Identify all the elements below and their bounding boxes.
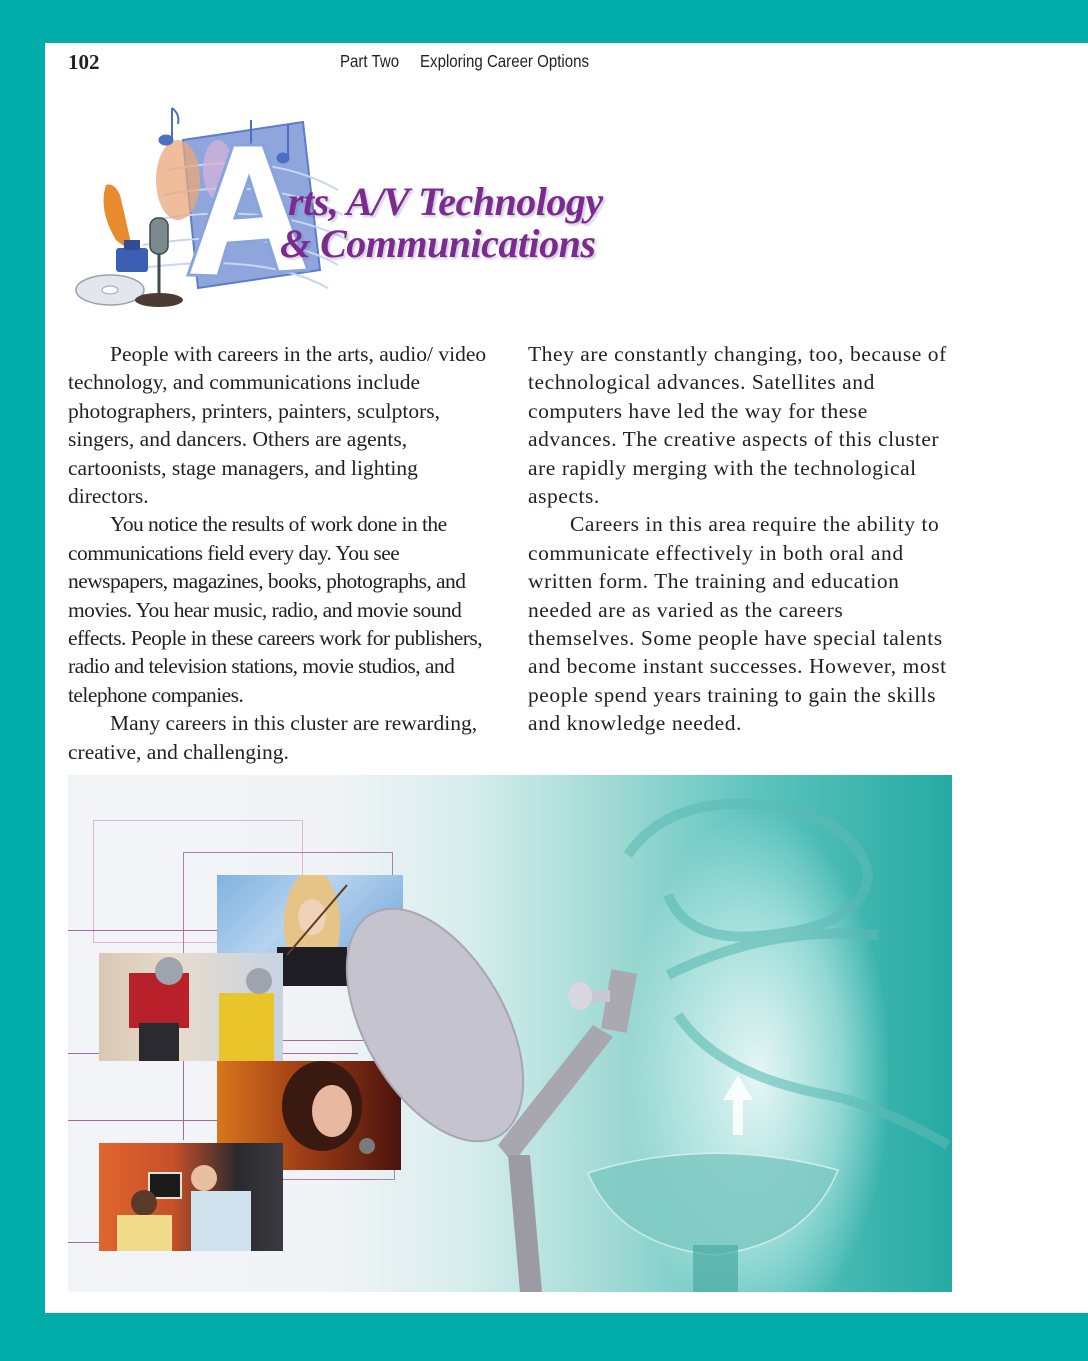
banner-title-line1: rts, A/V Technology <box>288 179 603 224</box>
radio-telescope-dish <box>588 1075 838 1292</box>
body-column-right <box>528 340 956 738</box>
careers-photo-collage <box>68 775 952 1292</box>
paragraph: Many careers in this cluster are rewarding, creative, and challenging. <box>68 711 478 764</box>
paragraph: They are constantly changing, too, because of technological advances. Satellites and computers have led the way for these advances. The creative aspects of this cluster are rapidly merging with the technological aspects. <box>528 342 947 509</box>
page-number: 102 <box>68 50 100 74</box>
satellite-illustration <box>68 775 952 1292</box>
film-strip <box>628 804 948 1145</box>
quill-pen-icon <box>104 184 132 248</box>
textbook-page <box>45 43 1088 1313</box>
body-column-left <box>68 340 498 766</box>
paragraph: You notice the results of work done in the communications field every day. You see newspapers, magazines, books, photographs, and movies. You hear music, radio, and movie sound effects. People in these careers work for publishers, radio and television stations, movie studios, and telephone companies. <box>68 512 483 707</box>
compact-disc-icon <box>76 275 144 305</box>
cluster-banner-logo <box>68 100 618 315</box>
paragraph: Careers in this area require the ability to communicate effectively in both oral and written form. The training and education needed are as varied as the careers themselves. Some people have special talents and become instant successes. However, most people spend years training to gain the skills and knowledge needed. <box>528 512 947 736</box>
paragraph: People with careers in the arts, audio/ video technology, and communications include photographers, printers, painters, sculptors, singers, and dancers. Others are agents, cartoonists, stage managers, and lighting directors. <box>68 342 487 509</box>
banner-title-line2: & Communications <box>280 221 596 266</box>
satellite-dish <box>310 879 637 1292</box>
running-head: Part Two Exploring Career Options <box>340 51 589 71</box>
